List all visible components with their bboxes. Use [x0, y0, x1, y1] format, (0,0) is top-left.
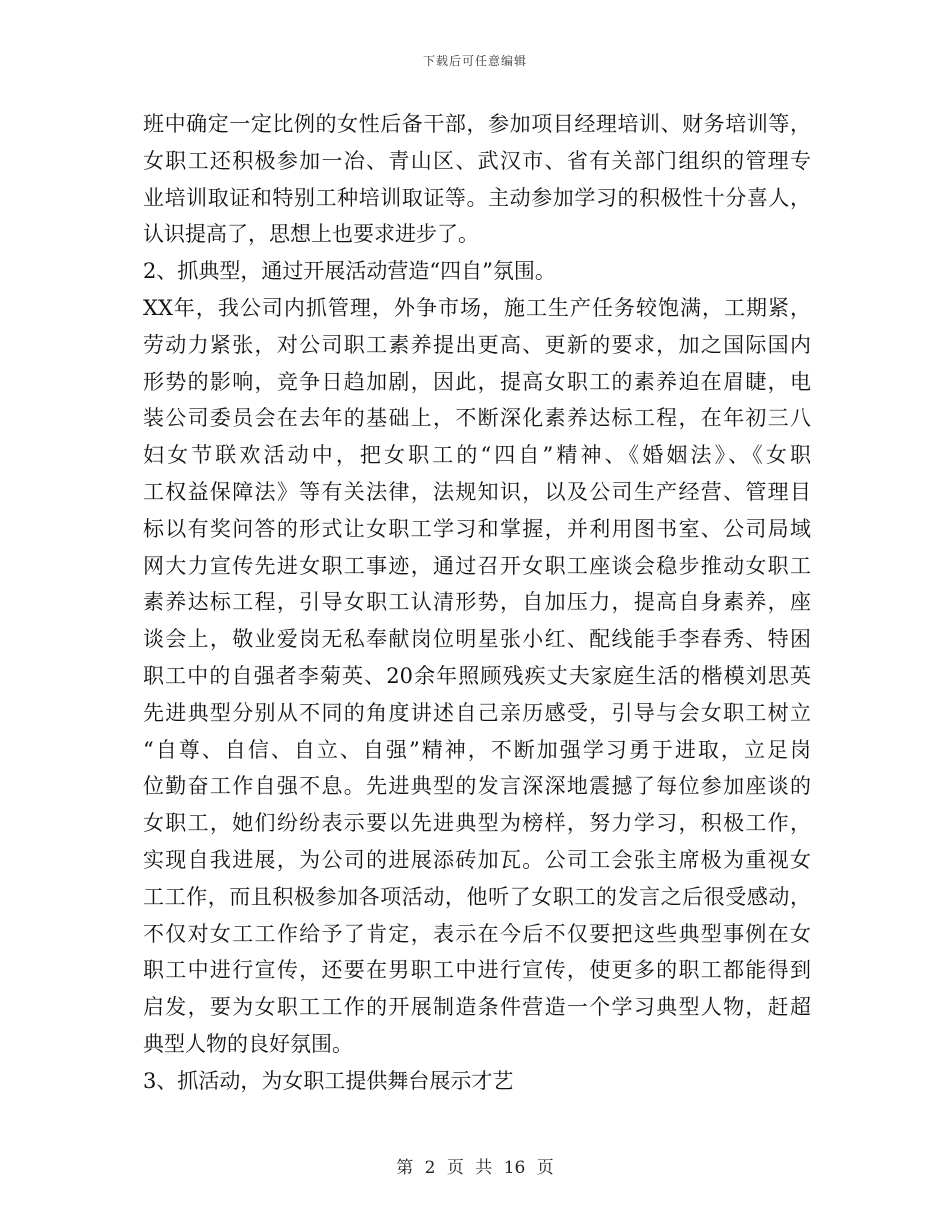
- text-line: 装公司委员会在去年的基础上，不断深化素养达标工程，在年初三八: [143, 406, 811, 431]
- text-line: 女职工，她们纷纷表示要以先进典型为榜样，努力学习，积极工作，: [143, 811, 811, 836]
- text-line: 谈会上，敬业爱岗无私奉献岗位明星张小红、配线能手李春秀、特困: [143, 627, 811, 652]
- text-line: 标以有奖问答的形式让女职工学习和掌握，并利用图书室、公司局域: [143, 516, 811, 541]
- text-line: 素养达标工程，引导女职工认清形势，自加压力，提高自身素养，座: [143, 590, 811, 615]
- text-line: 启发，要为女职工工作的开展制造条件营造一个学习典型人物，赶超: [143, 995, 811, 1020]
- section-heading-3: 3、抓活动，为女职工提供舞台展示才艺: [143, 1068, 514, 1093]
- document-body: [143, 106, 811, 1100]
- text-line: 位勤奋工作自强不息。先进典型的发言深深地震撼了每位参加座谈的: [143, 774, 811, 799]
- page-number-footer: 第 2 页 共 16 页: [396, 1158, 554, 1178]
- text-line: 职工中进行宣传，还要在男职工中进行宣传，使更多的职工都能得到: [143, 958, 811, 983]
- text-line: 班中确定一定比例的女性后备干部，参加项目经理培训、财务培训等，: [143, 112, 811, 136]
- text-line: 认识提高了，思想上也要求进步了。: [143, 222, 479, 247]
- text-line: 典型人物的良好氛围。: [143, 1031, 353, 1056]
- text-line: 职工中的自强者李菊英、20余年照顾残疾丈夫家庭生活的楷模刘思英: [143, 663, 811, 688]
- text-line: 工权益保障法》等有关法律，法规知识，以及公司生产经营、管理目: [143, 479, 811, 504]
- text-line: “自尊、自信、自立、自强”精神，不断加强学习勇于进取，立足岗: [143, 737, 811, 762]
- text-line: 不仅对女工工作给予了肯定，表示在今后不仅要把这些典型事例在女: [143, 921, 811, 946]
- text-line: 形势的影响，竞争日趋加剧，因此，提高女职工的素养迫在眉睫，电: [143, 369, 811, 394]
- text-line: 妇女节联欢活动中，把女职工的“四自”精神、《婚姻法》、《女职: [143, 443, 811, 468]
- page-header: 下载后可任意编辑: [422, 54, 527, 68]
- text-line: 女职工还积极参加一冶、青山区、武汉市、省有关部门组织的管理专: [143, 148, 811, 173]
- text-line: 网大力宣传先进女职工事迹，通过召开女职工座谈会稳步推动女职工: [143, 553, 811, 578]
- text-line: 劳动力紧张，对公司职工素养提出更高、更新的要求，加之国际国内: [143, 332, 811, 357]
- text-line: 先进典型分别从不同的角度讲述自己亲历感受，引导与会女职工树立: [143, 700, 811, 725]
- text-line: 工工作，而且积极参加各项活动，他听了女职工的发言之后很受感动，: [143, 884, 811, 909]
- text-line: 业培训取证和特别工种培训取证等。主动参加学习的积极性十分喜人，: [143, 185, 811, 210]
- section-heading-2: 2、抓典型，通过开展活动营造“四自”氛围。: [143, 259, 556, 284]
- text-line: 实现自我进展，为公司的进展添砖加瓦。公司工会张主席极为重视女: [143, 847, 811, 872]
- text-line: XX年，我公司内抓管理，外争市场，施工生产任务较饱满，工期紧，: [143, 295, 811, 320]
